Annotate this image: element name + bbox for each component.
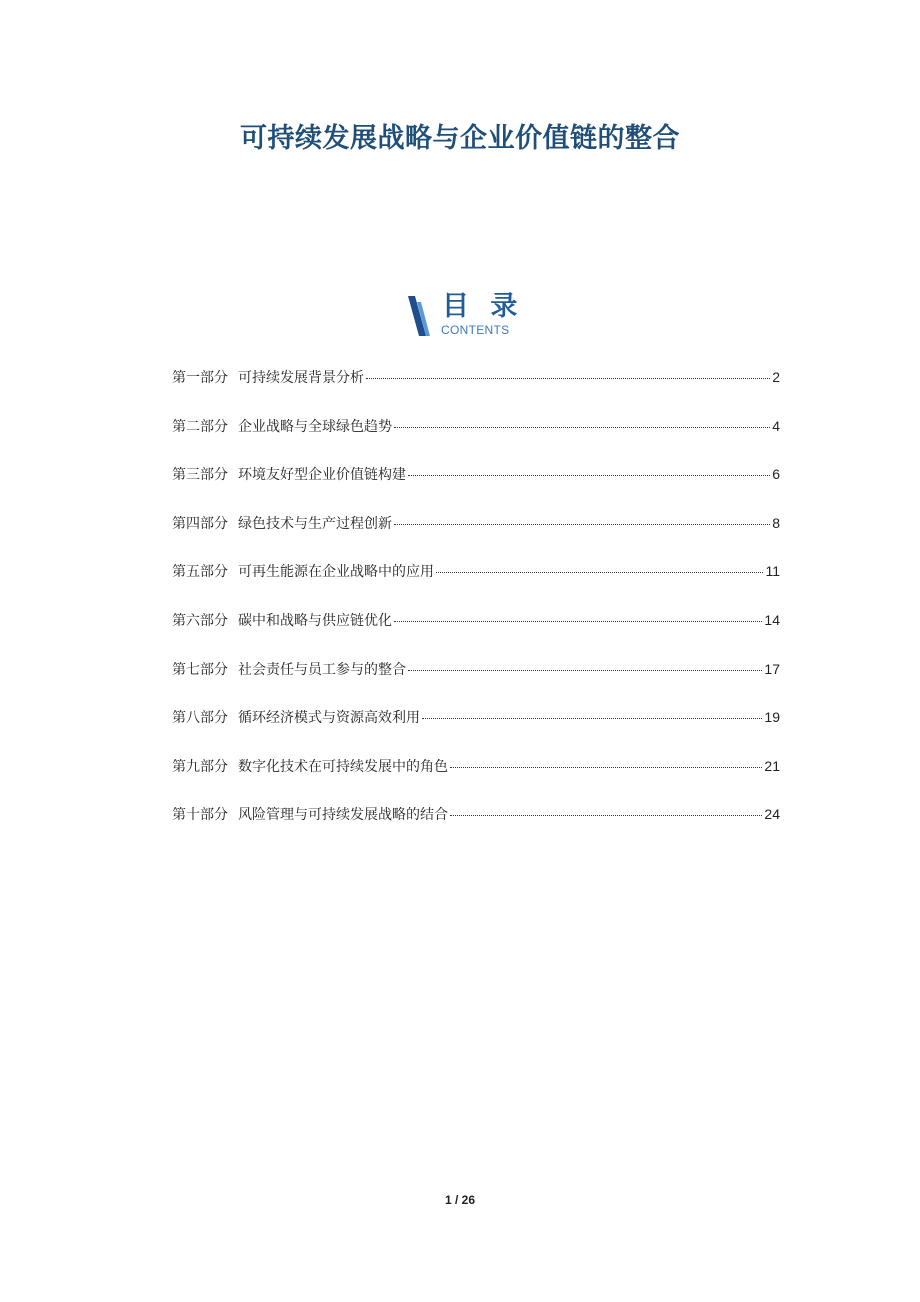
toc-entry-title: 社会责任与员工参与的整合 (238, 661, 406, 678)
toc-entry-page: 11 (765, 563, 780, 580)
dot-leader (408, 475, 770, 476)
toc-entry[interactable] (172, 610, 780, 659)
toc-entry[interactable] (172, 756, 780, 805)
toc-heading (406, 292, 546, 338)
dot-leader (366, 378, 770, 379)
toc-entry-page: 8 (772, 514, 780, 531)
toc-entry[interactable] (172, 659, 780, 708)
toc-entry-page: 2 (772, 369, 780, 385)
toc-entry-page: 19 (764, 709, 780, 726)
dot-leader (450, 767, 762, 768)
toc-entry-part: 第三部分 (172, 467, 228, 484)
toc-entry-title: 可再生能源在企业战略中的应用 (238, 564, 434, 581)
dot-leader (394, 621, 762, 622)
toc-entry-part: 第七部分 (172, 661, 228, 678)
toc-entry-title: 绿色技术与生产过程创新 (238, 515, 392, 532)
toc-entry-part: 第十部分 (172, 807, 228, 824)
toc-entry-title: 环境友好型企业价值链构建 (238, 467, 406, 484)
toc-subtitle: CONTENTS (441, 323, 510, 337)
toc-entry-page: 24 (764, 806, 780, 823)
dot-leader (422, 718, 762, 719)
dot-leader (408, 670, 762, 671)
toc-entry-page: 21 (764, 757, 780, 774)
toc-entry-title: 碳中和战略与供应链优化 (238, 612, 392, 629)
toc-entry-part: 第六部分 (172, 612, 228, 629)
toc-entry-part: 第五部分 (172, 564, 228, 581)
dot-leader (394, 524, 770, 525)
table-of-contents (172, 367, 780, 853)
toc-entry-part: 第一部分 (172, 370, 228, 386)
toc-entry-page: 6 (772, 466, 780, 483)
toc-entry-title: 企业战略与全球绿色趋势 (238, 418, 392, 435)
toc-entry[interactable] (172, 707, 780, 756)
toc-entry-title: 风险管理与可持续发展战略的结合 (238, 807, 448, 824)
toc-entry-page: 4 (772, 417, 780, 434)
document-title: 可持续发展战略与企业价值链的整合 (240, 123, 680, 154)
toc-entry[interactable] (172, 561, 780, 610)
toc-entry[interactable] (172, 513, 780, 562)
dot-leader (450, 815, 762, 816)
toc-entry-page: 14 (764, 611, 780, 628)
toc-title: 目 录 (442, 291, 524, 322)
toc-entry-title: 可持续发展背景分析 (238, 370, 364, 386)
toc-entry[interactable] (172, 464, 780, 513)
toc-slash-logo-icon (406, 296, 432, 336)
toc-entry-title: 数字化技术在可持续发展中的角色 (238, 758, 448, 775)
toc-entry-part: 第四部分 (172, 515, 228, 532)
dot-leader (436, 572, 763, 573)
toc-entry[interactable] (172, 416, 780, 465)
toc-entry-part: 第八部分 (172, 710, 228, 727)
dot-leader (394, 427, 770, 428)
page-number: 1 / 26 (444, 1193, 476, 1207)
toc-entry-title: 循环经济模式与资源高效利用 (238, 710, 420, 727)
toc-entry[interactable] (172, 367, 780, 416)
toc-entry-page: 17 (764, 660, 780, 677)
toc-entry[interactable] (172, 804, 780, 853)
toc-entry-part: 第二部分 (172, 418, 228, 435)
toc-entry-part: 第九部分 (172, 758, 228, 775)
